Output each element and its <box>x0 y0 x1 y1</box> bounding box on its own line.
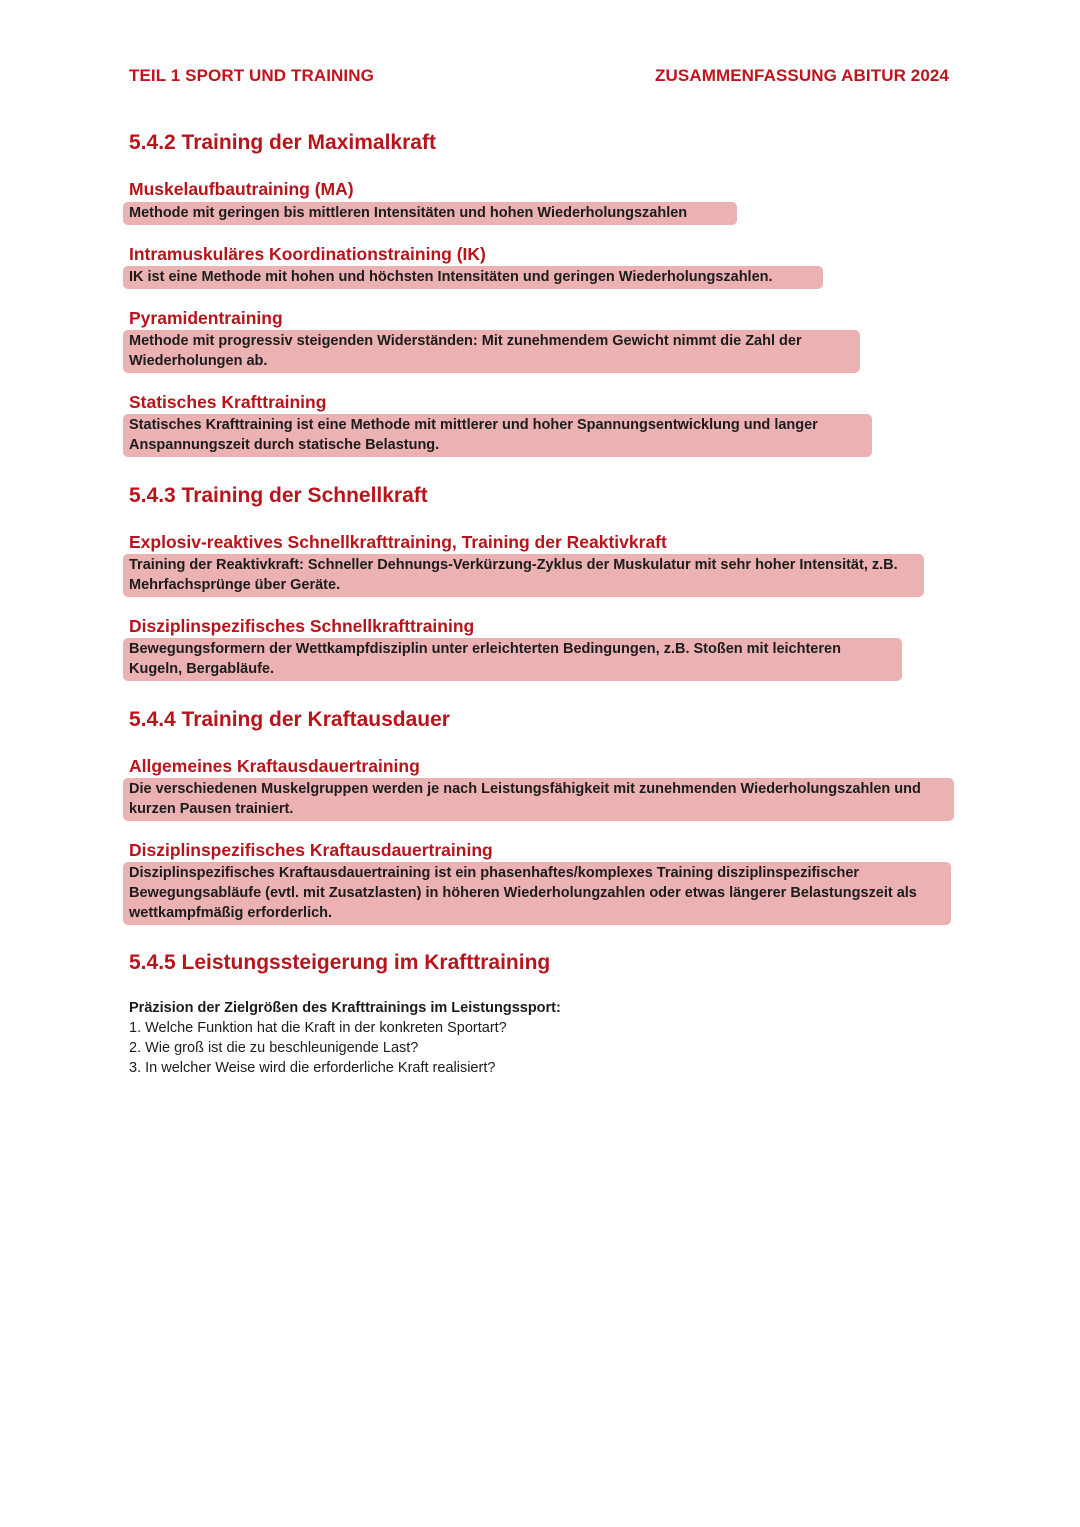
subheading-statisches-krafttraining: Statisches Krafttraining <box>129 392 327 412</box>
list-item: 2. Wie groß ist die zu beschleunigende Last? <box>129 1040 419 1056</box>
highlight-pyramidentraining: Methode mit progressiv steigenden Widerständen: Mit zunehmendem Gewicht nimmt die Zahl der Wiederholungen ab. <box>123 330 860 373</box>
highlight-disziplinspezifisch-kraftausdauer: Disziplinspezifisches Kraftausdauertraining ist ein phasenhaftes/komplexes Training disziplinspezifischer Bewegungsabläufe (evtl. mit Zusatzlasten) in höheren Wiederholungzahlen oder etwas längerer Belastungszeit als wettkampfmäßig erforderlich. <box>123 862 951 925</box>
list-item: 1. Welche Funktion hat die Kraft in der konkreten Sportart? <box>129 1020 507 1036</box>
highlight-explosiv-reaktiv: Training der Reaktivkraft: Schneller Dehnungs-Verkürzung-Zyklus der Muskulatur mit sehr hoher Intensität, z.B. Mehrfachsprünge über Geräte. <box>123 554 924 597</box>
highlight-muskelaufbautraining: Methode mit geringen bis mittleren Intensitäten und hohen Wiederholungszahlen <box>123 202 737 225</box>
header-right: ZUSAMMENFASSUNG ABITUR 2024 <box>655 66 949 85</box>
subheading-muskelaufbautraining: Muskelaufbautraining (MA) <box>129 179 354 199</box>
subheading-explosiv-reaktiv: Explosiv-reaktives Schnellkrafttraining, Training der Reaktivkraft <box>129 532 667 552</box>
highlight-disziplinspezifisch-schnellkraft: Bewegungsformern der Wettkampfdisziplin unter erleichterten Bedingungen, z.B. Stoßen mit leichteren Kugeln, Bergabläufe. <box>123 638 902 681</box>
highlight-allgemeines-kraftausdauertraining: Die verschiedenen Muskelgruppen werden je nach Leistungsfähigkeit mit zunehmenden Wiederholungszahlen und kurzen Pausen trainiert. <box>123 778 954 821</box>
header-left: TEIL 1 SPORT UND TRAINING <box>129 66 374 85</box>
section-title-5-4-5: 5.4.5 Leistungssteigerung im Krafttraining <box>129 951 551 974</box>
subheading-ik-training: Intramuskuläres Koordinationstraining (IK) <box>129 244 486 264</box>
subheading-disziplinspezifisch-schnellkraft: Disziplinspezifisches Schnellkrafttraining <box>129 616 475 636</box>
section-title-5-4-4: 5.4.4 Training der Kraftausdauer <box>129 708 450 731</box>
section-title-5-4-2: 5.4.2 Training der Maximalkraft <box>129 131 436 154</box>
subheading-disziplinspezifisch-kraftausdauer: Disziplinspezifisches Kraftausdauertraining <box>129 840 493 860</box>
highlight-ik-training: IK ist eine Methode mit hohen und höchsten Intensitäten und geringen Wiederholungszahlen. <box>123 266 823 289</box>
section-title-5-4-3: 5.4.3 Training der Schnellkraft <box>129 484 428 507</box>
list-item: 3. In welcher Weise wird die erforderliche Kraft realisiert? <box>129 1060 496 1076</box>
zielgroessen-block <box>129 998 929 1078</box>
highlight-statisches-krafttraining: Statisches Krafttraining ist eine Methode mit mittlerer und hoher Spannungsentwicklung und langer Anspannungszeit durch statische Belastung. <box>123 414 872 457</box>
zielgroessen-lead: Präzision der Zielgrößen des Krafttrainings im Leistungssport: <box>129 1000 561 1016</box>
subheading-pyramidentraining: Pyramidentraining <box>129 308 283 328</box>
subheading-allgemeines-kraftausdauertraining: Allgemeines Kraftausdauertraining <box>129 756 420 776</box>
